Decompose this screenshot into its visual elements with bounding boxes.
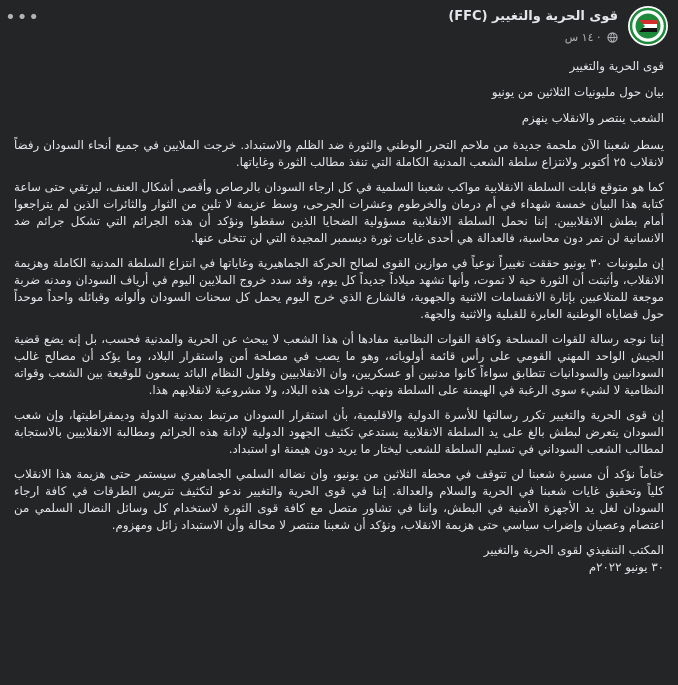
more-options-icon[interactable]: •••	[5, 7, 40, 28]
post-title-line: قوى الحرية والتغيير	[569, 59, 664, 73]
ffc-logo-icon	[628, 6, 668, 46]
post-signature	[14, 542, 664, 576]
post-meta	[565, 31, 618, 44]
signature-line: المكتب التنفيذي لقوى الحرية والتغيير	[483, 543, 664, 557]
post-paragraph: ختاماً نؤكد أن مسيرة شعبنا لن تتوقف في محطة الثلاثين من يونيو، وان نضاله السلمي الجماهيري سيستمر حتى هزيمة هذا الانقلاب كلياً وتحقيق غايات شعبنا في الحرية والسلام والعدالة. إننا في قوى الحرية والتغيير ندعو لتكثيف تتريس الطرقات في كافة ارجاء السودان لغل يد الأجهزة الأمنية في البطش، واننا في تشاور متصل مع كافة قوى الثورة لاستخدام كل وسائل النضال السلمي من اعتصام وعصيان وإضراب سياسي حتى هزيمة الانقلاب، ونؤكد أن شعبنا منتصر لا محالة وأن الاستبداد زائل ومهزوم.	[14, 467, 664, 532]
post-paragraph: كما هو متوقع قابلت السلطة الانقلابية مواكب شعبنا السلمية في كل ارجاء السودان بالرصاص وأقصى أشكال العنف، ليرتقي حتى ساعة كتابة هذا البيان خمسة شهداء في أم درمان والخرطوم وعشرات الجرحى، وسط عزيمة لا تلين من الثوار والثائرات الذين لم يتراجعوا أمام بطش الانقلابيين. إننا نحمل السلطة الانقلابية مسؤولية الضحايا الذين سقطوا ونؤكد أن هذه الجرائم التي تشكل جرائم ضد الانسانية لن تمر دون محاسبة، فالعدالة هي أحدى غايات ثورة ديسمبر المجيدة التي لن تتخلى عنها.	[14, 180, 664, 245]
page-avatar[interactable]	[628, 6, 668, 46]
post-title-line: بيان حول مليونيات الثلاثين من يونيو	[491, 85, 664, 99]
post-paragraph: إن مليونيات ٣٠ يونيو حققت تغييراً نوعياً في موازين القوى لصالح الحركة الجماهيرية وغاياتها في انتزاع السلطة المدنية الكاملة وهزيمة الانقلاب، وأثبتت أن الثورة حية لا تموت، وأنها تشهد ميلاداً جديداً كل يوم، وقد سدد خروج الملايين اليوم في أرياف السودان ومدنه ضربة موجعة للمتلاعبين بإثارة الانقسامات الاثنية والجهوية، فالشارع الذي خرج اليوم يحمل كل سحنات السودان وألوانه وقبائله واحداً موحداً حول قضاياه الوطنية العابرة للقبلية والاثنية والجهة.	[14, 256, 664, 321]
post-body	[14, 58, 664, 584]
post-paragraph: يسطر شعبنا الآن ملحمة جديدة من ملاحم التحرر الوطني والثورة ضد الظلم والاستبداد. خرجت الملايين في جميع أنحاء السودان رفضاً لانقلاب ٢٥ أكتوبر ولانتزاع سلطة الشعب المدنية الكاملة التي تنفذ مطالب الثورة وغاياتها.	[14, 138, 664, 169]
page-name[interactable]: قوى الحرية والتغيير (FFC)	[448, 9, 618, 24]
post-title-line: الشعب ينتصر والانقلاب ينهزم	[521, 111, 664, 125]
post-paragraph: إننا نوجه رسالة للقوات المسلحة وكافة القوات النظامية مفادها أن هذا الشعب لا يبحث عن الحرية والمدنية فحسب، بل إنه يضع قضية الجيش الواحد المهني القومي على رأس قائمة أولوياته، وهو ما يصب في مصلحة أمن واستقرار البلاد، وما يؤكد أن مصالح غالب السودانيين والسودانيات تتطابق سواءاً كانوا مدنيين أو عسكريين، وان الانقلابيين وفلول النظام البائد يسعون للوقيعة بين الشعب وقواته النظامية لا لشيء سوى الرغبة في الهيمنة على السلطة ونهب ثروات هذه البلاد، ولا مشروعية لانقلابهم هذا.	[14, 332, 664, 397]
post-time[interactable]: ١٤ س	[564, 31, 594, 44]
signature-date: ٣٠ يونيو ٢٠٢٢م	[588, 560, 664, 574]
post-header	[5, 6, 668, 52]
separator-dot: ·	[597, 31, 601, 44]
globe-icon[interactable]	[607, 32, 618, 43]
post-title-block	[14, 58, 664, 127]
post-paragraph: إن قوى الحرية والتغيير تكرر رسالتها للأسرة الدولية والاقليمية، بأن استقرار السودان مرتبط بمدنية الدولة وديمقراطيتها، وإن شعب السودان يتعرض لبطش بالغ على يد السلطة الانقلابية يستدعي تكثيف الجهود الدولية لإدانة هذه الجرائم ومطالبة الانقلابيين بالاستجابة لمطالب الشعب السوداني في تسليم السلطة للشعب ليختار ما يريد دون هيمنة او استبداد.	[14, 408, 664, 456]
